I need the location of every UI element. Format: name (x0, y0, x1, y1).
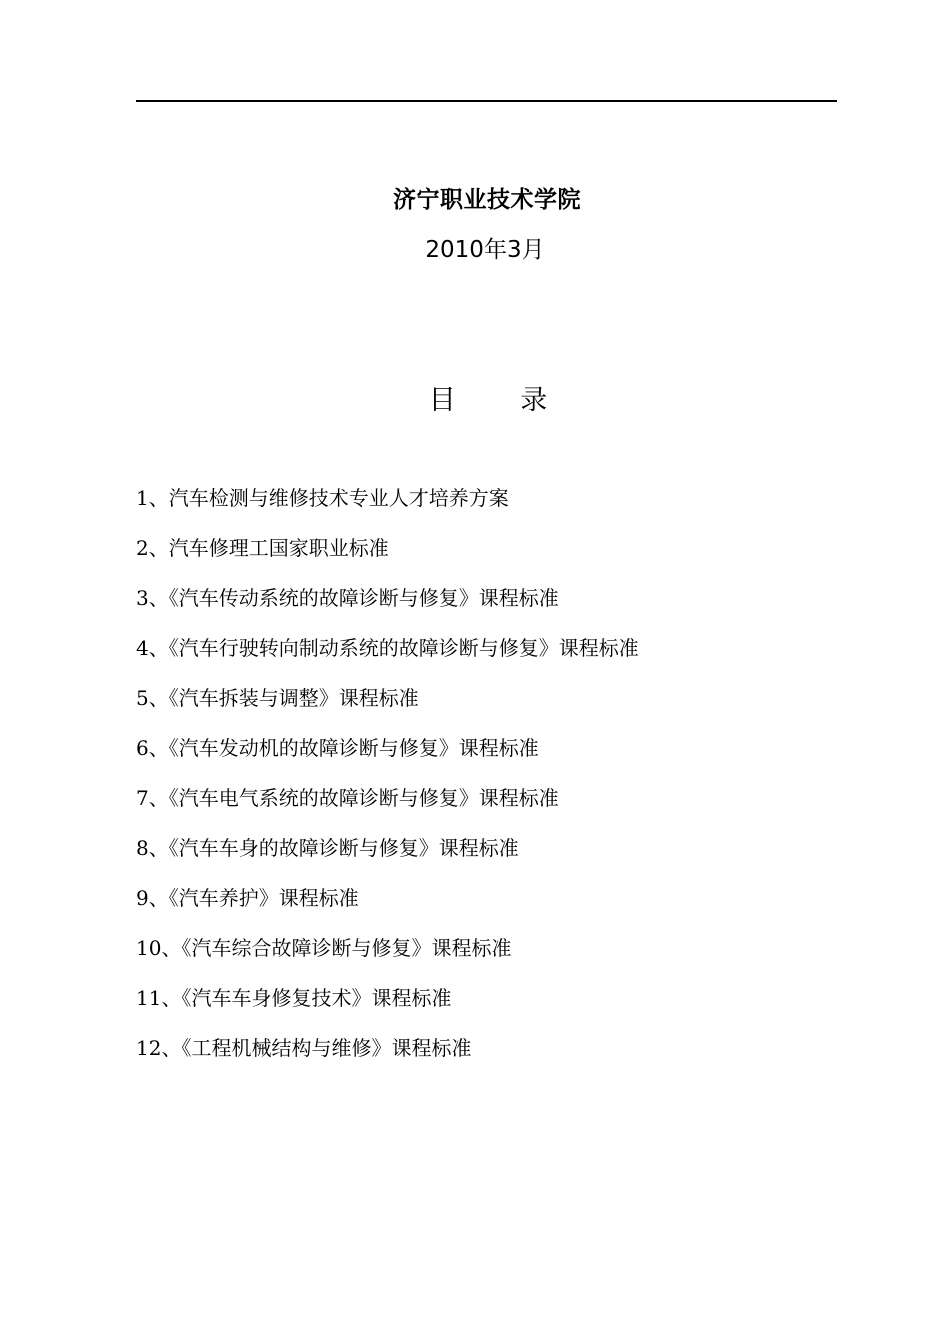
toc-item: 4、《汽车行驶转向制动系统的故障诊断与修复》课程标准 (136, 636, 639, 660)
toc-item: 8、《汽车车身的故障诊断与修复》课程标准 (136, 836, 519, 860)
toc-item: 5、《汽车拆装与调整》课程标准 (136, 686, 419, 710)
header-rule (136, 100, 837, 102)
toc-item: 9、《汽车养护》课程标准 (136, 886, 359, 910)
toc-item: 1、汽车检测与维修技术专业人才培养方案 (136, 486, 509, 510)
toc-title: 目 录 (428, 385, 576, 416)
toc-item: 3、《汽车传动系统的故障诊断与修复》课程标准 (136, 586, 559, 610)
toc-item: 10、《汽车综合故障诊断与修复》课程标准 (136, 936, 512, 960)
toc-item: 7、《汽车电气系统的故障诊断与修复》课程标准 (136, 786, 559, 810)
toc-item: 11、《汽车车身修复技术》课程标准 (136, 986, 452, 1010)
publication-date: 2010年3月 (425, 237, 545, 263)
toc-list (136, 481, 896, 1081)
toc-item: 2、汽车修理工国家职业标准 (136, 536, 389, 560)
toc-item: 6、《汽车发动机的故障诊断与修复》课程标准 (136, 736, 539, 760)
toc-item: 12、《工程机械结构与维修》课程标准 (136, 1036, 472, 1060)
institution-name: 济宁职业技术学院 (393, 186, 581, 213)
